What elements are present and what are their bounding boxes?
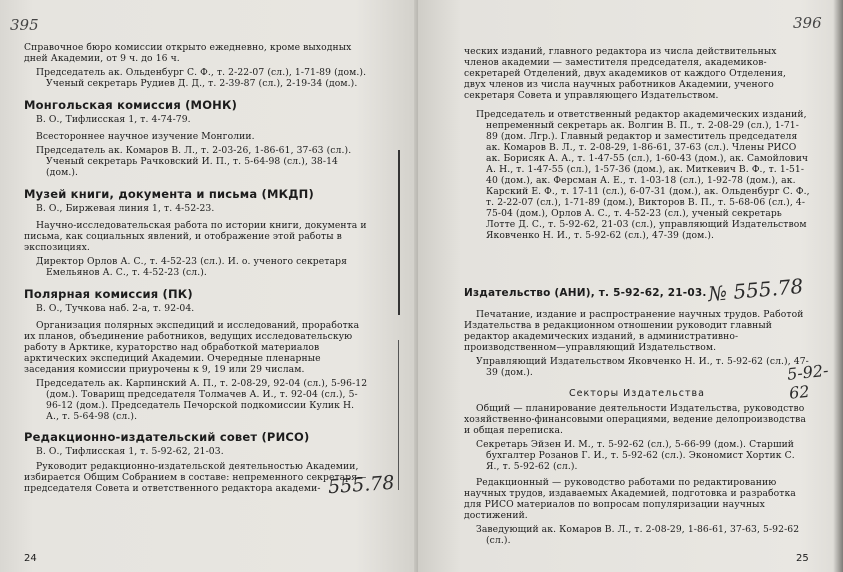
pk-title: Полярная комиссия (ПК) [24,287,193,301]
left-page-text [24,42,368,494]
sector-general: Общий — планирование деятельности Издательства, руководство хозяйственно-финансовыми операциями, ведение делопроизводства и общая переписка. [464,403,806,436]
left-corner-note: 395 [10,16,39,34]
ani-handwritten-prefix: № [707,280,729,307]
riso-handwritten-code: 555.78 [327,471,396,499]
left-page-number: 24 [24,553,37,564]
monk-title: Монгольская комиссия (МОНК) [24,98,238,112]
intro-text: Справочное бюро комиссии открыто ежедневно, кроме выходных дней Академии, от 9 ч. до 16 ч. [24,42,352,64]
mkdp-desc: Научно-исследовательская работа по истории книги, документа и письма, как социальных явлений, и отображение этой работы в экспозициях. [24,220,367,253]
riso-desc: Руководит редакционно-издательской деятельностью Академии, избирается Общим Собранием в составе: непременного секретаря—председателя Совета и ответственного редактора академи- [24,461,367,494]
right-page-text-bottom [464,288,810,546]
book-edge [833,0,843,572]
monk-address: В. О., Тифлисская 1, т. 4-74-79. [36,114,191,125]
riso-title: Редакционно-издательский совет (РИСО) [24,430,310,444]
riso-continuation: ческих изданий, главного редактора из числа действительных членов академии — заместителя председателя, академиков-секретарей Отделений, двух академиков от каждого Отделения, двух членов из числа научных работников Академии, ученого секретаря Совета и управляющего Издательством. [464,46,787,101]
left-page [0,0,418,572]
riso-contacts: Председатель и ответственный редактор академических изданий, непременный секретарь ак. Волгин В. П., т. 2-08-29 (сл.), 1-71-89 (дом. Лгр.). Главный редактор и заместитель председателя ак. Комаров В. Л., т. 2-08-29, 1-86-61, 37-63 (сл.). Члены РИСО ак. Борисяк А. А., т. 1-47-55 (сл.), 1-60-43 (дом.), ак. Самойлович А. Н., т. 1-47-55 (сл.), 1-57-36 (дом.), ак. Миткевич В. Ф., т. 1-51-40 (дом.), ак. Ферсман А. Е., т. 1-03-18 (сл.), 1-92-78 (дом.), ак. Карский Е. Ф., т. 17-11 (сл.), 6-07-31 (дом.), ак. Ольденбург С. Ф., т. 2-22-07 (сл.), 1-71-89 (дом.), Викторов В. П., т. 5-68-06 (сл.), 4-75-04 (дом.), Орлов А. С., т. 4-52-23 (сл.), ученый секретарь Лотте Д. С., т. 5-92-62, 21-03 (сл.), управляющий Издательством Яковченко Н. И., т. 5-92-62 (сл.), 47-39 (дом.). [476,109,810,241]
pk-contacts: Председатель ак. Карпинский А. П., т. 2-08-29, 92-04 (сл.), 5-96-12 (дом.). Товарищ председателя Толмачев А. И., т. 92-04 (сл.), 5-96-12 (дом.). Председатель Печорской подкомиссии Кулик Н. А., т. 5-64-98 (сл.). [36,378,368,422]
pencil-margin-line [398,150,400,315]
sector-editorial: Редакционный — руководство работами по редактированию научных трудов, издаваемых Академией, подготовка и разработка для РИСО материалов по вопросам популяризации научных достижений. [464,477,796,521]
pk-desc: Организация полярных экспедиций и исследований, проработка их планов, объединение работников, ведущих исследовательскую работу в Арктике, кураторство над обработкой материалов арктических экспедиций Академии. Очередные пленарные заседания комиссии приурочены к 9, 19 или 29 числам. [24,320,360,375]
monk-desc: Всестороннее научное изучение Монголии. [36,131,255,142]
ani-contacts: Управляющий Издательством Яковченко Н. И., т. 5-92-62 (сл.), 47-39 (дом.). [476,356,809,378]
intro-contacts: Председатель ак. Ольденбург С. Ф., т. 2-22-07 (сл.), 1-71-89 (дом.). Ученый секретарь Рудиев Д. Д., т. 2-39-87 (сл.), 2-19-34 (дом.). [36,67,367,89]
ani-handwritten-phone: 5-92-62 [786,360,830,403]
ani-desc: Печатание, издание и распространение научных трудов. Работой Издательства в редакционном отношении руководит главный редактор академических изданий, в административно-производственном—управляющий Издательством. [464,309,804,353]
ani-title: Издательство (АНИ), т. 5-92-62, 21-03. [464,287,707,299]
right-page [418,0,843,572]
sectors-title: Секторы Издательства [569,388,705,399]
pk-address: В. О., Тучкова наб. 2-а, т. 92-04. [36,303,195,314]
sector-editorial-contacts: Заведующий ак. Комаров В. Л., т. 2-08-29, 1-86-61, 37-63, 5-92-62 (сл.). [476,524,800,546]
mkdp-title: Музей книги, документа и письма (МКДП) [24,187,314,201]
ani-handwritten-value: 555.78 [732,273,805,304]
riso-address: В. О., Тифлисская 1, т. 5-92-62, 21-03. [36,446,224,457]
monk-contacts: Председатель ак. Комаров В. Л., т. 2-03-26, 1-86-61, 37-63 (сл.). Ученый секретарь Рачковский И. П., т. 5-64-98 (сл.), 38-14 (дом.). [36,145,352,178]
mkdp-address: В. О., Биржевая линия 1, т. 4-52-23. [36,203,215,214]
pencil-margin-line-2 [398,340,399,490]
right-corner-note: 396 [793,14,822,32]
right-page-number: 25 [796,553,809,564]
sector-general-contacts: Секретарь Эйзен И. М., т. 5-92-62 (сл.), 5-66-99 (дом.). Старший бухгалтер Розанов Г. И., т. 5-92-62 (сл.). Экономист Хортик С. Я., т. 5-92-62 (сл.). [476,439,795,472]
right-page-text-top [464,46,810,241]
mkdp-contacts: Директор Орлов А. С., т. 4-52-23 (сл.). И. о. ученого секретаря Емельянов А. С., т. 4-52-23 (сл.). [36,256,347,278]
